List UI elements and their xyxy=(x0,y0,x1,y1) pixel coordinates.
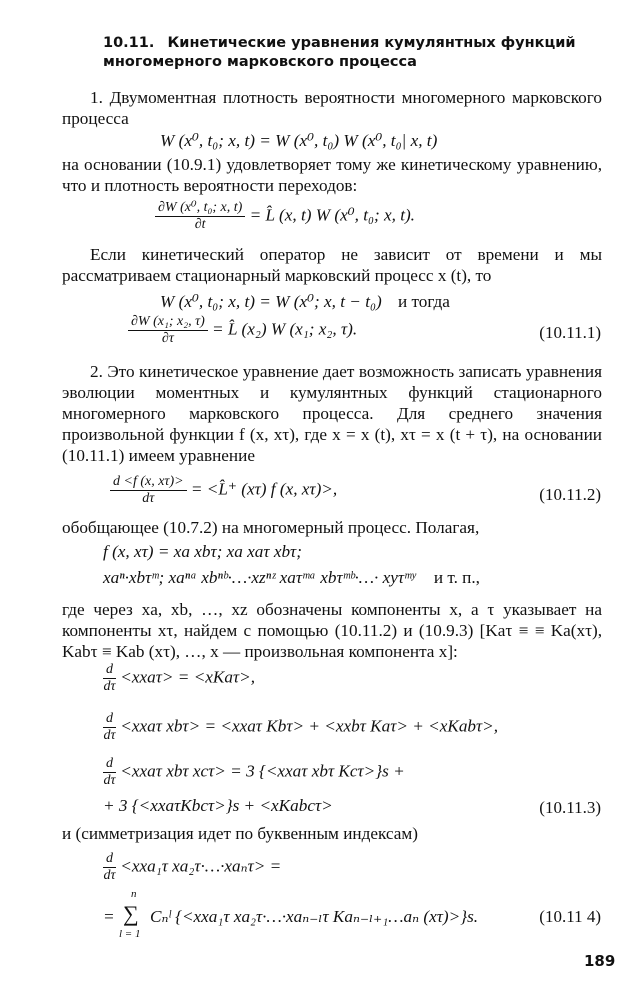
fraction: $\frac{d}{d\tau}$ xyxy=(103,756,116,788)
sum-sign: ∑ xyxy=(123,901,139,926)
paragraph-4: 2. Это кинетическое уравнение дает возможность записать уравнения эволюции моментных и кумулянтных функций стационарного многомерного марковского процесса. Для среднего значения произвольной функции f (x, xτ), где x = x (t), xτ = x (t + τ), на основании (10.11.1) имеем уравнение xyxy=(62,362,602,465)
fraction: $\frac{d <f (x, x\tau)>}{d\tau}$ xyxy=(110,474,187,507)
paragraph-1: 1. Двумоментная плотность вероятности многомерного марковского процесса xyxy=(62,88,602,128)
equation-moment-n: $\frac{d}{d\tau}$ <xxa₁τ xa₂τ·…·xaₙτ> = xyxy=(103,851,282,883)
equation-number: (10.11.1) xyxy=(539,323,601,342)
equation-moment-2: $\frac{d}{d\tau}$ <xxaτ xbτ> = <xxaτ Kbτ> + <xxbτ Kaτ> + <xKabτ>, xyxy=(103,711,499,743)
equation-moment-1: $\frac{d}{d\tau}$ <xxaτ> = <xKaτ>, xyxy=(103,662,256,694)
page-number: 189 xyxy=(584,952,616,970)
equation-number: (10.11 4) xyxy=(539,907,601,926)
fraction: $\frac{\text{∂W (x⁰, t₀; x, t)}}{\partial t}$ xyxy=(155,200,245,233)
equation-joint-density: W (x⁰, t₀; x, t) = W (x⁰, t₀) W (x⁰, t₀| x, t) xyxy=(160,131,438,150)
paragraph-5: обобщающее (10.7.2) на многомерный процесс. Полагая, xyxy=(62,518,480,537)
section-heading xyxy=(103,34,603,72)
equal-sign: = xyxy=(103,907,115,926)
section-number: 10.11. xyxy=(103,35,155,51)
equation-10-11-2: $\frac{d <f (x, x\tau)>}{d\tau}$ = <L̂⁺ (xτ) f (x, xτ)>, xyxy=(110,474,337,507)
paragraph-6: где через xa, xb, …, xz обозначены компоненты x, а τ указывает на компоненты xτ, найдем с помощью (10.11.2) и (10.9.3) [Kaτ ≡ ≡ Ka(xτ), Kabτ ≡ Kab (xτ), …, x — произвольная компонента x]: xyxy=(62,600,602,661)
sum-upper-limit: n xyxy=(131,888,137,900)
equation-functions: f (x, xτ) = xa xbτ; xa xaτ xbτ; xyxy=(103,542,302,561)
equation-kinetic: $\frac{\text{∂W (x⁰, t₀; x, t)}}{\partial t}$ = L̂ (x, t) W (x⁰, t₀; x, t). xyxy=(155,200,415,233)
equation-10-11-1: $\frac{\text{∂W (x₁; x₂, τ)}}{\partial\tau}$ = L̂ (x₂) W (x₁; x₂, τ). xyxy=(128,314,357,347)
equation-powers: xaⁿ·xbτᵐ; xaⁿᵃ xbⁿᵇ·…·xzⁿᶻ xaτᵐᵃ xbτᵐᵇ·…· xyτᵐʸ и т. п., xyxy=(103,568,480,587)
equation-stationary: W (x⁰, t₀; x, t) = W (x⁰; x, t − t₀) и тогда xyxy=(160,292,450,311)
section-title: Кинетические уравнения кумулянтных функций многомерного марковского процесса xyxy=(103,35,576,70)
paragraph-7: и (симметризация идет по буквенным индексам) xyxy=(62,824,418,843)
fraction: $\frac{d}{d\tau}$ xyxy=(103,662,116,694)
equation-number: (10.11.3) xyxy=(539,798,601,817)
sum-lower-limit: l = 1 xyxy=(119,928,141,940)
fraction: $\frac{d}{d\tau}$ xyxy=(103,711,116,743)
equation-moment-3-cont: + 3 {<xxaτKbcτ>}s + <xKabcτ> xyxy=(103,796,333,815)
equation-10-11-4: Cₙˡ {<xxa₁τ xa₂τ·…·xaₙ₋ₗτ Kaₙ₋ₗ₊₁…aₙ (xτ)>}s. xyxy=(150,907,479,926)
equation-moment-3: $\frac{d}{d\tau}$ <xxaτ xbτ xcτ> = 3 {<xxaτ xbτ Kcτ>}s + xyxy=(103,756,405,788)
paragraph-2: на основании (10.9.1) удовлетворяет тому же кинетическому уравнению, что и плотность вероятности переходов: xyxy=(62,155,602,195)
fraction: $\frac{\text{∂W (x₁; x₂, τ)}}{\partial\tau}$ xyxy=(128,314,208,347)
equation-number: (10.11.2) xyxy=(539,485,601,504)
paragraph-3: Если кинетический оператор не зависит от времени и мы рассматриваем стационарный марковский процесс x (t), то xyxy=(62,245,602,285)
fraction: $\frac{d}{d\tau}$ xyxy=(103,851,116,883)
